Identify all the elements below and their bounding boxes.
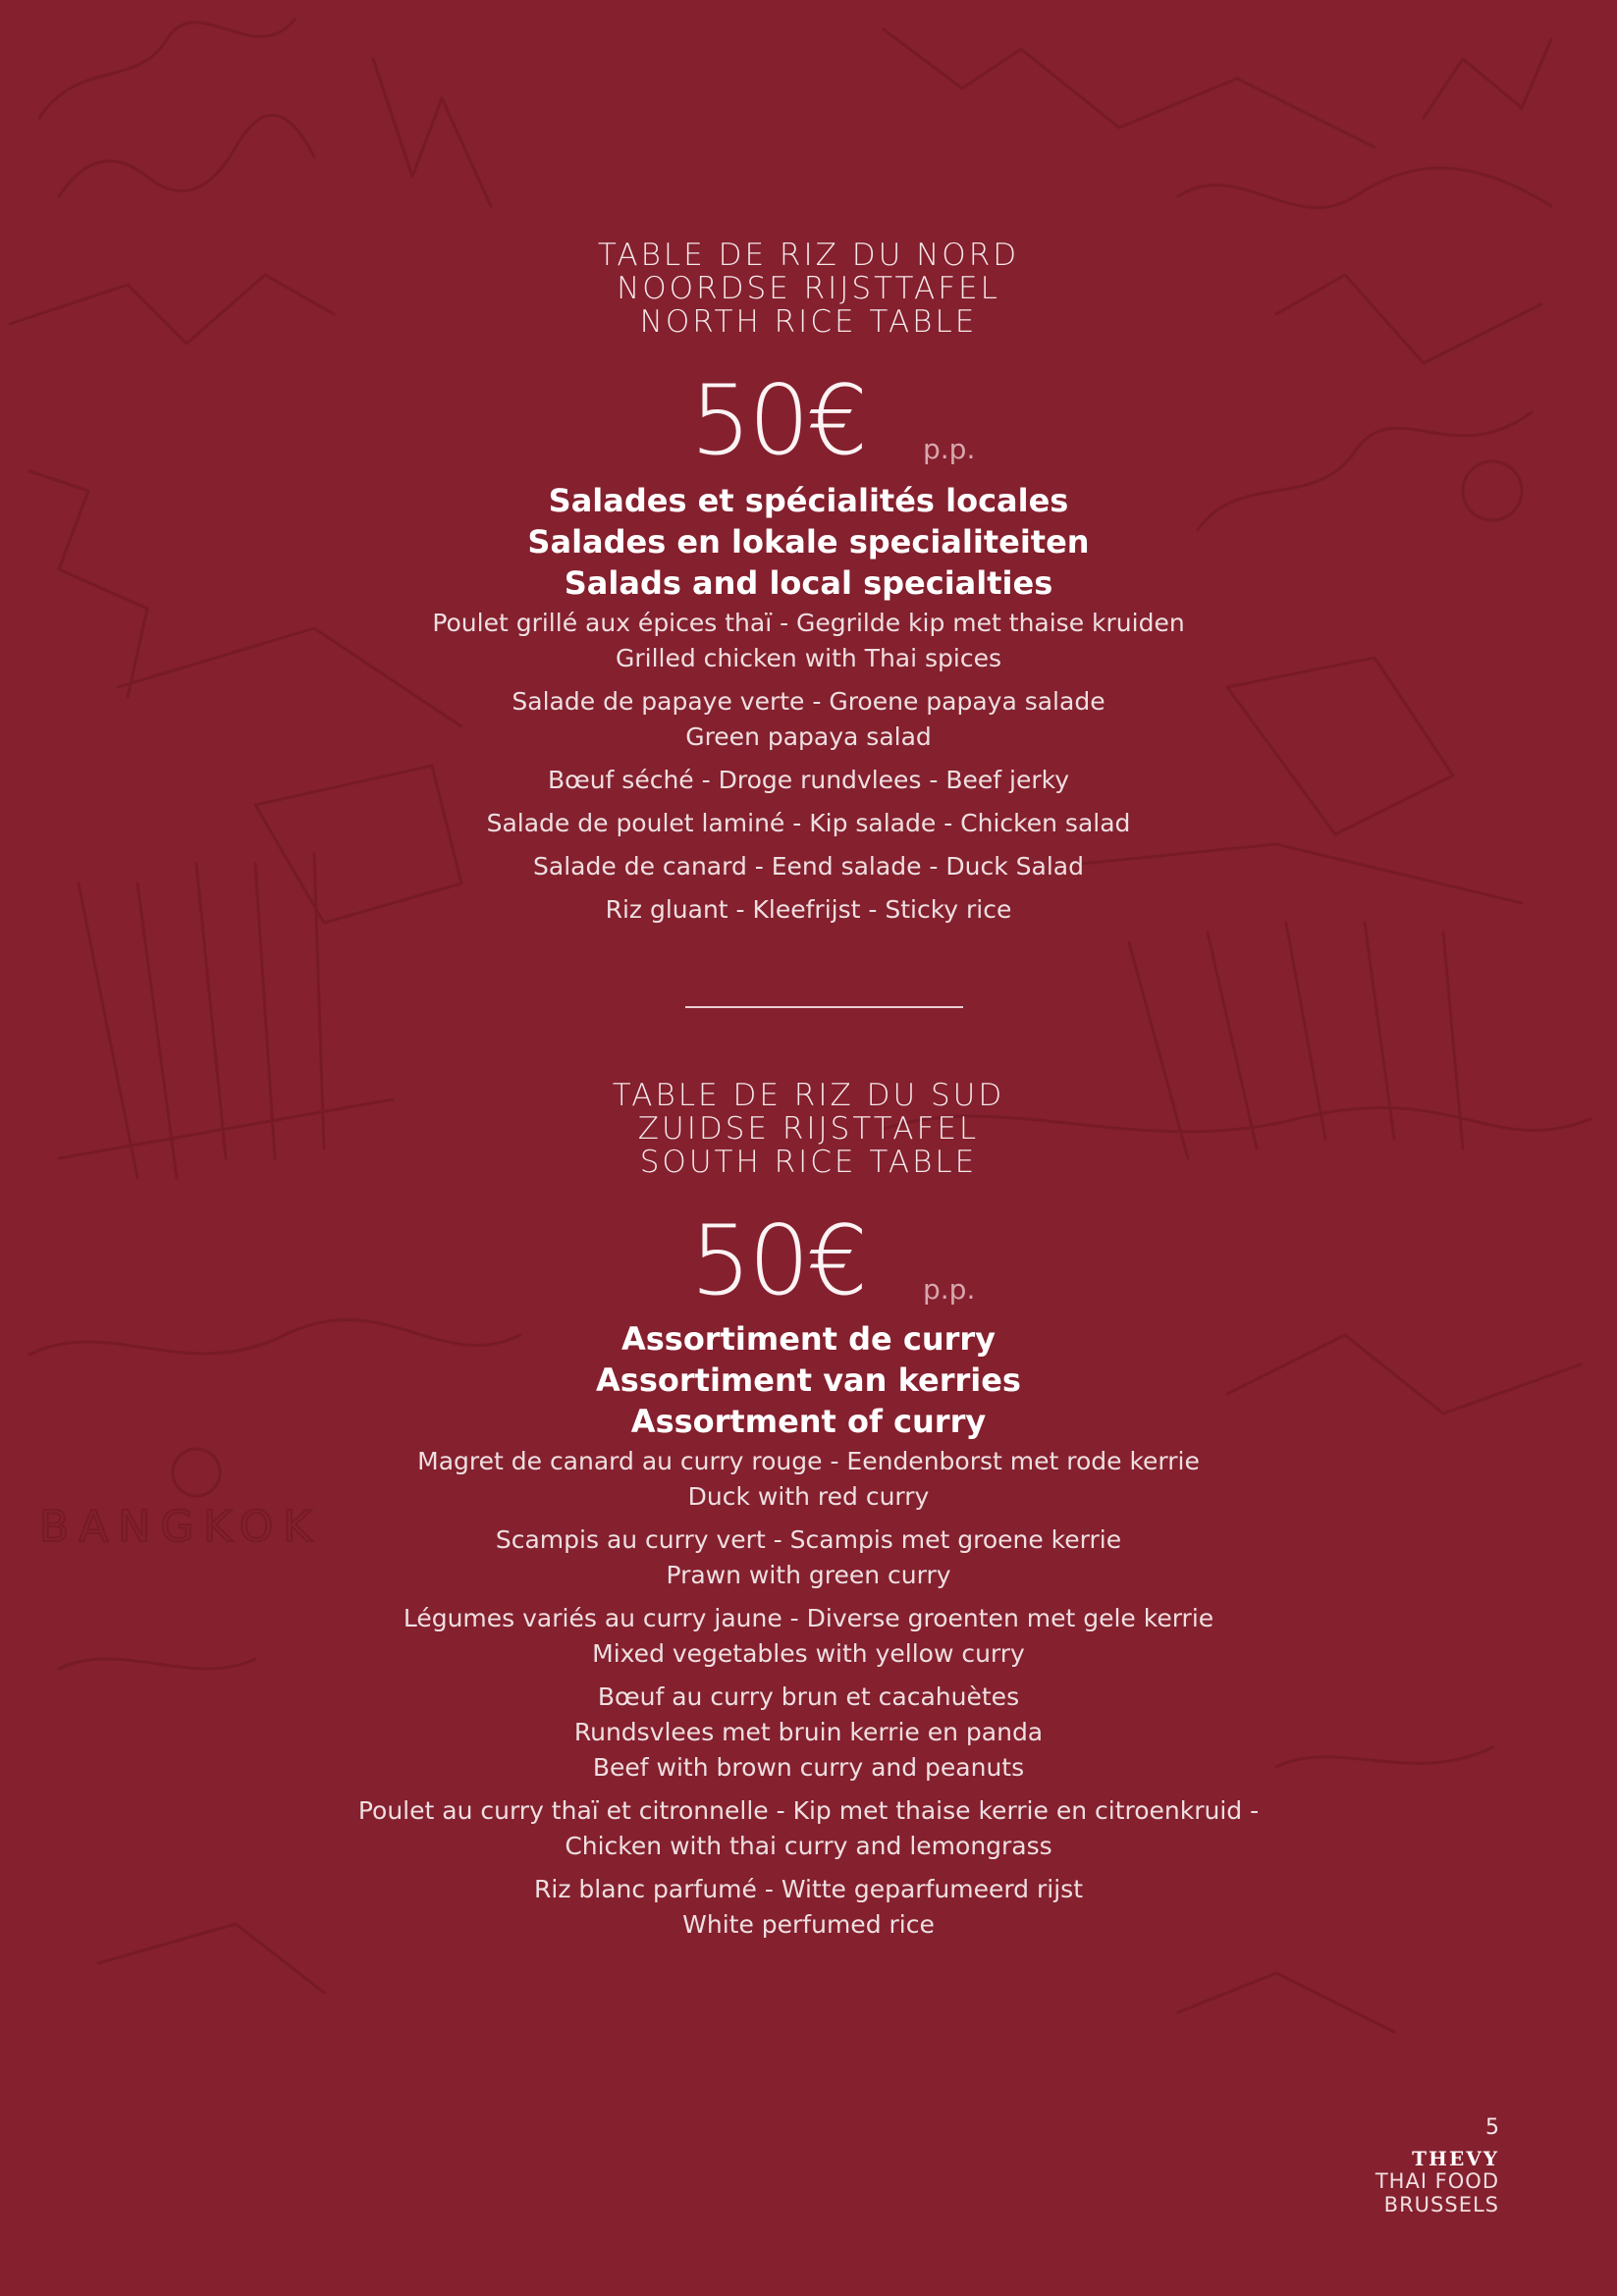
list-item: Salade de poulet laminé - Kip salade - Chicken salad xyxy=(486,809,1131,837)
north-rice-table-section xyxy=(0,239,1617,935)
brand-tagline-2: BRUSSELS xyxy=(1383,2193,1499,2216)
north-heading xyxy=(0,239,1617,339)
north-category xyxy=(0,480,1617,604)
north-heading-fr: TABLE DE RIZ DU NORD xyxy=(597,238,1020,273)
brand-tagline-1: THAI FOOD xyxy=(1374,2169,1499,2193)
list-item: Salade de papaye verte - Groene papaya salade Green papaya salad xyxy=(512,687,1105,751)
section-divider xyxy=(685,1006,963,1008)
page-number: 5 xyxy=(1485,2115,1499,2140)
south-heading-fr: TABLE DE RIZ DU SUD xyxy=(612,1078,1005,1113)
list-item: Magret de canard au curry rouge - Eendenborst met rode kerrie Duck with red curry xyxy=(417,1447,1200,1511)
north-heading-en: NORTH RICE TABLE xyxy=(639,304,978,340)
north-category-fr: Salades et spécialités locales xyxy=(548,482,1069,519)
north-items-list xyxy=(0,606,1617,928)
list-item: Riz blanc parfumé - Witte geparfumeerd rijst White perfumed rice xyxy=(534,1875,1083,1939)
north-price-unit: p.p. xyxy=(923,433,976,465)
south-price xyxy=(0,1205,1617,1317)
list-item: Riz gluant - Kleefrijst - Sticky rice xyxy=(605,895,1012,924)
south-items-list xyxy=(0,1444,1617,1943)
list-item: Poulet au curry thaï et citronnelle - Kip met thaise kerrie en citroenkruid - Chicken with thai curry and lemongrass xyxy=(357,1796,1260,1860)
svg-text:BANGKOK: BANGKOK xyxy=(39,1502,322,1552)
north-price xyxy=(0,365,1617,477)
south-heading xyxy=(0,1079,1617,1179)
north-heading-nl: NOORDSE RIJSTTAFEL xyxy=(617,271,1000,306)
list-item: Légumes variés au curry jaune - Diverse groenten met gele kerrie Mixed vegetables with yellow curry xyxy=(403,1604,1214,1668)
south-rice-table-section xyxy=(0,1079,1617,1950)
south-price-unit: p.p. xyxy=(923,1273,976,1306)
north-price-amount: 50€ xyxy=(690,365,866,477)
south-heading-en: SOUTH RICE TABLE xyxy=(639,1145,978,1180)
list-item: Bœuf séché - Droge rundvlees - Beef jerky xyxy=(547,766,1069,794)
south-heading-nl: ZUIDSE RIJSTTAFEL xyxy=(637,1111,980,1147)
south-category-fr: Assortiment de curry xyxy=(620,1320,997,1358)
south-price-amount: 50€ xyxy=(690,1205,866,1317)
list-item: Bœuf au curry brun et cacahuètes Rundsvlees met bruin kerrie en panda Beef with brown curry and peanuts xyxy=(573,1682,1044,1782)
list-item: Poulet grillé aux épices thaï - Gegrilde kip met thaise kruiden Grilled chicken with Thai spices xyxy=(432,609,1185,672)
south-category-nl: Assortiment van kerries xyxy=(596,1362,1021,1399)
list-item: Salade de canard - Eend salade - Duck Salad xyxy=(533,852,1084,881)
south-category xyxy=(0,1318,1617,1442)
north-category-nl: Salades en lokale specialiteiten xyxy=(527,523,1090,561)
brand-logo: THEVY xyxy=(1412,2147,1499,2170)
list-item: Scampis au curry vert - Scampis met groene kerrie Prawn with green curry xyxy=(495,1525,1122,1589)
north-category-en: Salads and local specialties xyxy=(564,564,1053,602)
page-footer xyxy=(1375,2115,1499,2216)
south-category-en: Assortment of curry xyxy=(630,1403,987,1440)
